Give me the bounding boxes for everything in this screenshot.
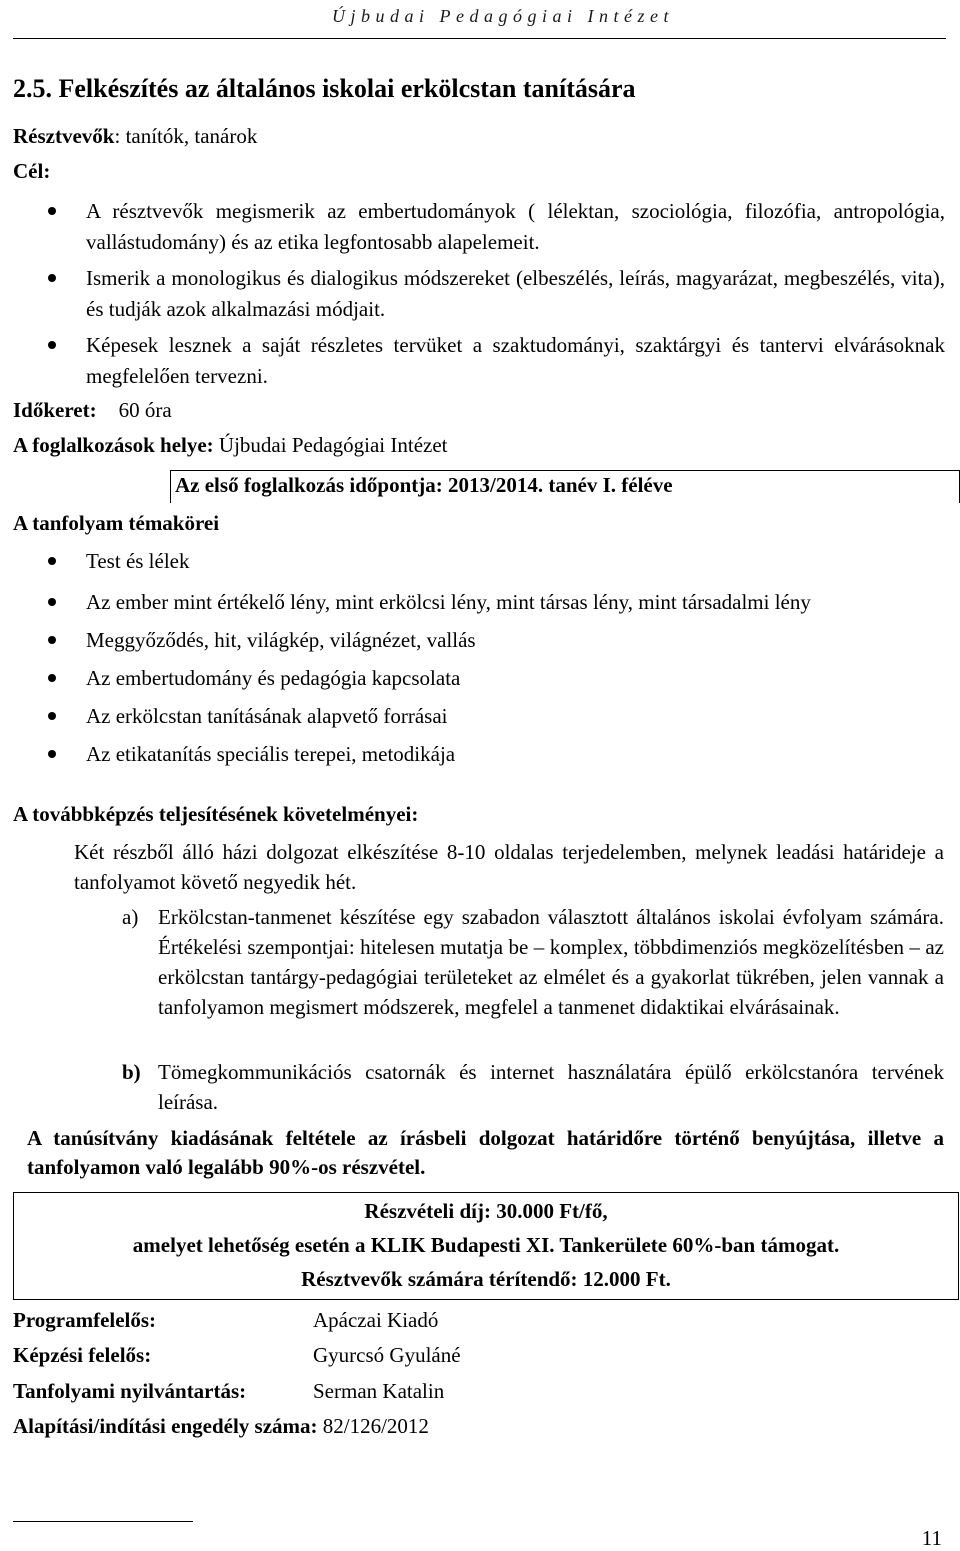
- contact-value: 82/126/2012: [322, 1414, 429, 1438]
- page-number: 11: [921, 1526, 942, 1550]
- goal-list: [40, 196, 945, 397]
- contact-value: Gyurcsó Gyuláné: [313, 1343, 461, 1367]
- header-divider: [13, 38, 946, 39]
- fee-payable: Résztvevők számára térítendő: 12.000 Ft.: [301, 1267, 671, 1291]
- goal-item: A résztvevők megismerik az embertudományok ( lélektan, szociológia, filozófia, antropológia, vallástudomány) és az etika legfontosabb alapelemeit.: [40, 196, 945, 258]
- contact-row: [13, 1308, 438, 1333]
- contact-label: Programfelelős:: [13, 1308, 157, 1332]
- timeframe-row: [13, 398, 172, 423]
- requirement-b-label: b): [122, 1060, 141, 1084]
- contact-row: [13, 1379, 444, 1404]
- requirement-b: [122, 1057, 944, 1117]
- requirement-a-text: Erkölcstan-tanmenet készítése egy szabadon választott általános iskolai évfolyam számára. Értékelési szempontjai: hitelesen mutatja be – komplex, többdimenziós megközelítésben – az erkölcstan tantárgy-pedagógiai területeket az elmélet és a gyakorlat tükrében, jelen vannak a tanfolyamon megismert módszerek, megfelel a tanmenet didaktikai elvárásainak.: [158, 905, 944, 1019]
- venue-value: Újbudai Pedagógiai Intézet: [218, 433, 448, 457]
- goal-item: Képesek lesznek a saját részletes tervüket a szaktudományi, szaktárgyi és tantervi elvárásoknak megfelelően tervezni.: [40, 330, 945, 392]
- topic-item: Az erkölcstan tanításának alapvető forrásai: [40, 701, 945, 732]
- timeframe-value: 60 óra: [118, 398, 172, 422]
- topics-list: [40, 546, 945, 777]
- fee-amount: Részvételi díj: 30.000 Ft/fő,: [364, 1199, 608, 1223]
- requirement-a: [122, 902, 944, 1022]
- topic-item: Test és lélek: [40, 546, 945, 577]
- venue-row: [13, 433, 448, 458]
- requirement-b-text: Tömegkommunikációs csatornák és internet használatára épülő erkölcstanóra tervének leírása.: [158, 1060, 944, 1114]
- topic-item: Az etikatanítás speciális terepei, metodikája: [40, 739, 945, 770]
- first-session-box: [170, 470, 960, 503]
- contact-row: [13, 1343, 461, 1368]
- topics-label: A tanfolyam témakörei: [13, 511, 220, 535]
- venue-label: A foglalkozások helye:: [13, 433, 214, 457]
- contact-label: Tanfolyami nyilvántartás:: [13, 1379, 247, 1403]
- participants-value: : tanítók, tanárok: [114, 124, 258, 148]
- footer-divider: [13, 1521, 193, 1522]
- contact-value: Serman Katalin: [313, 1379, 445, 1403]
- contact-label: Képzési felelős:: [13, 1343, 152, 1367]
- topic-item: Meggyőződés, hit, világkép, világnézet, vallás: [40, 625, 945, 656]
- section-title: 2.5. Felkészítés az általános iskolai erkölcstan tanítására: [13, 74, 636, 103]
- timeframe-label: Időkeret:: [13, 398, 97, 422]
- participants-row: [13, 124, 257, 149]
- requirements-intro: Két részből álló házi dolgozat elkészítése 8-10 oldalas terjedelemben, melynek leadási határideje a tanfolyamot követő negyedik hét.: [74, 840, 944, 894]
- header-institution: Újbudai Pedagógiai Intézet: [332, 6, 674, 26]
- goal-label: Cél:: [13, 159, 51, 183]
- fee-box: [13, 1192, 959, 1300]
- first-session-date: Az első foglalkozás időpontja: 2013/2014. tanév I. féléve: [175, 473, 673, 497]
- topic-item: Az embertudomány és pedagógia kapcsolata: [40, 663, 945, 694]
- requirements-label: A továbbképzés teljesítésének követelményei:: [13, 802, 419, 826]
- contact-row: [13, 1414, 429, 1439]
- participants-label: Résztvevők: [13, 124, 115, 148]
- contact-label: Alapítási/indítási engedély száma:: [13, 1414, 318, 1438]
- goal-item: Ismerik a monologikus és dialogikus módszereket (elbeszélés, leírás, magyarázat, megbeszélés, vita), és tudják azok alkalmazási módjait.: [40, 263, 945, 325]
- requirement-a-label: a): [122, 905, 139, 929]
- fee-support: amelyet lehetőség esetén a KLIK Budapesti XI. Tankerülete 60%-ban támogat.: [132, 1233, 840, 1257]
- topic-item: Az ember mint értékelő lény, mint erkölcsi lény, mint társas lény, mint társadalmi lény: [40, 587, 945, 618]
- contact-value: Apáczai Kiadó: [313, 1308, 439, 1332]
- certificate-condition: A tanúsítvány kiadásának feltétele az írásbeli dolgozat határidőre történő benyújtása, illetve a tanfolyamon való legalább 90%-os részvétel.: [27, 1126, 944, 1179]
